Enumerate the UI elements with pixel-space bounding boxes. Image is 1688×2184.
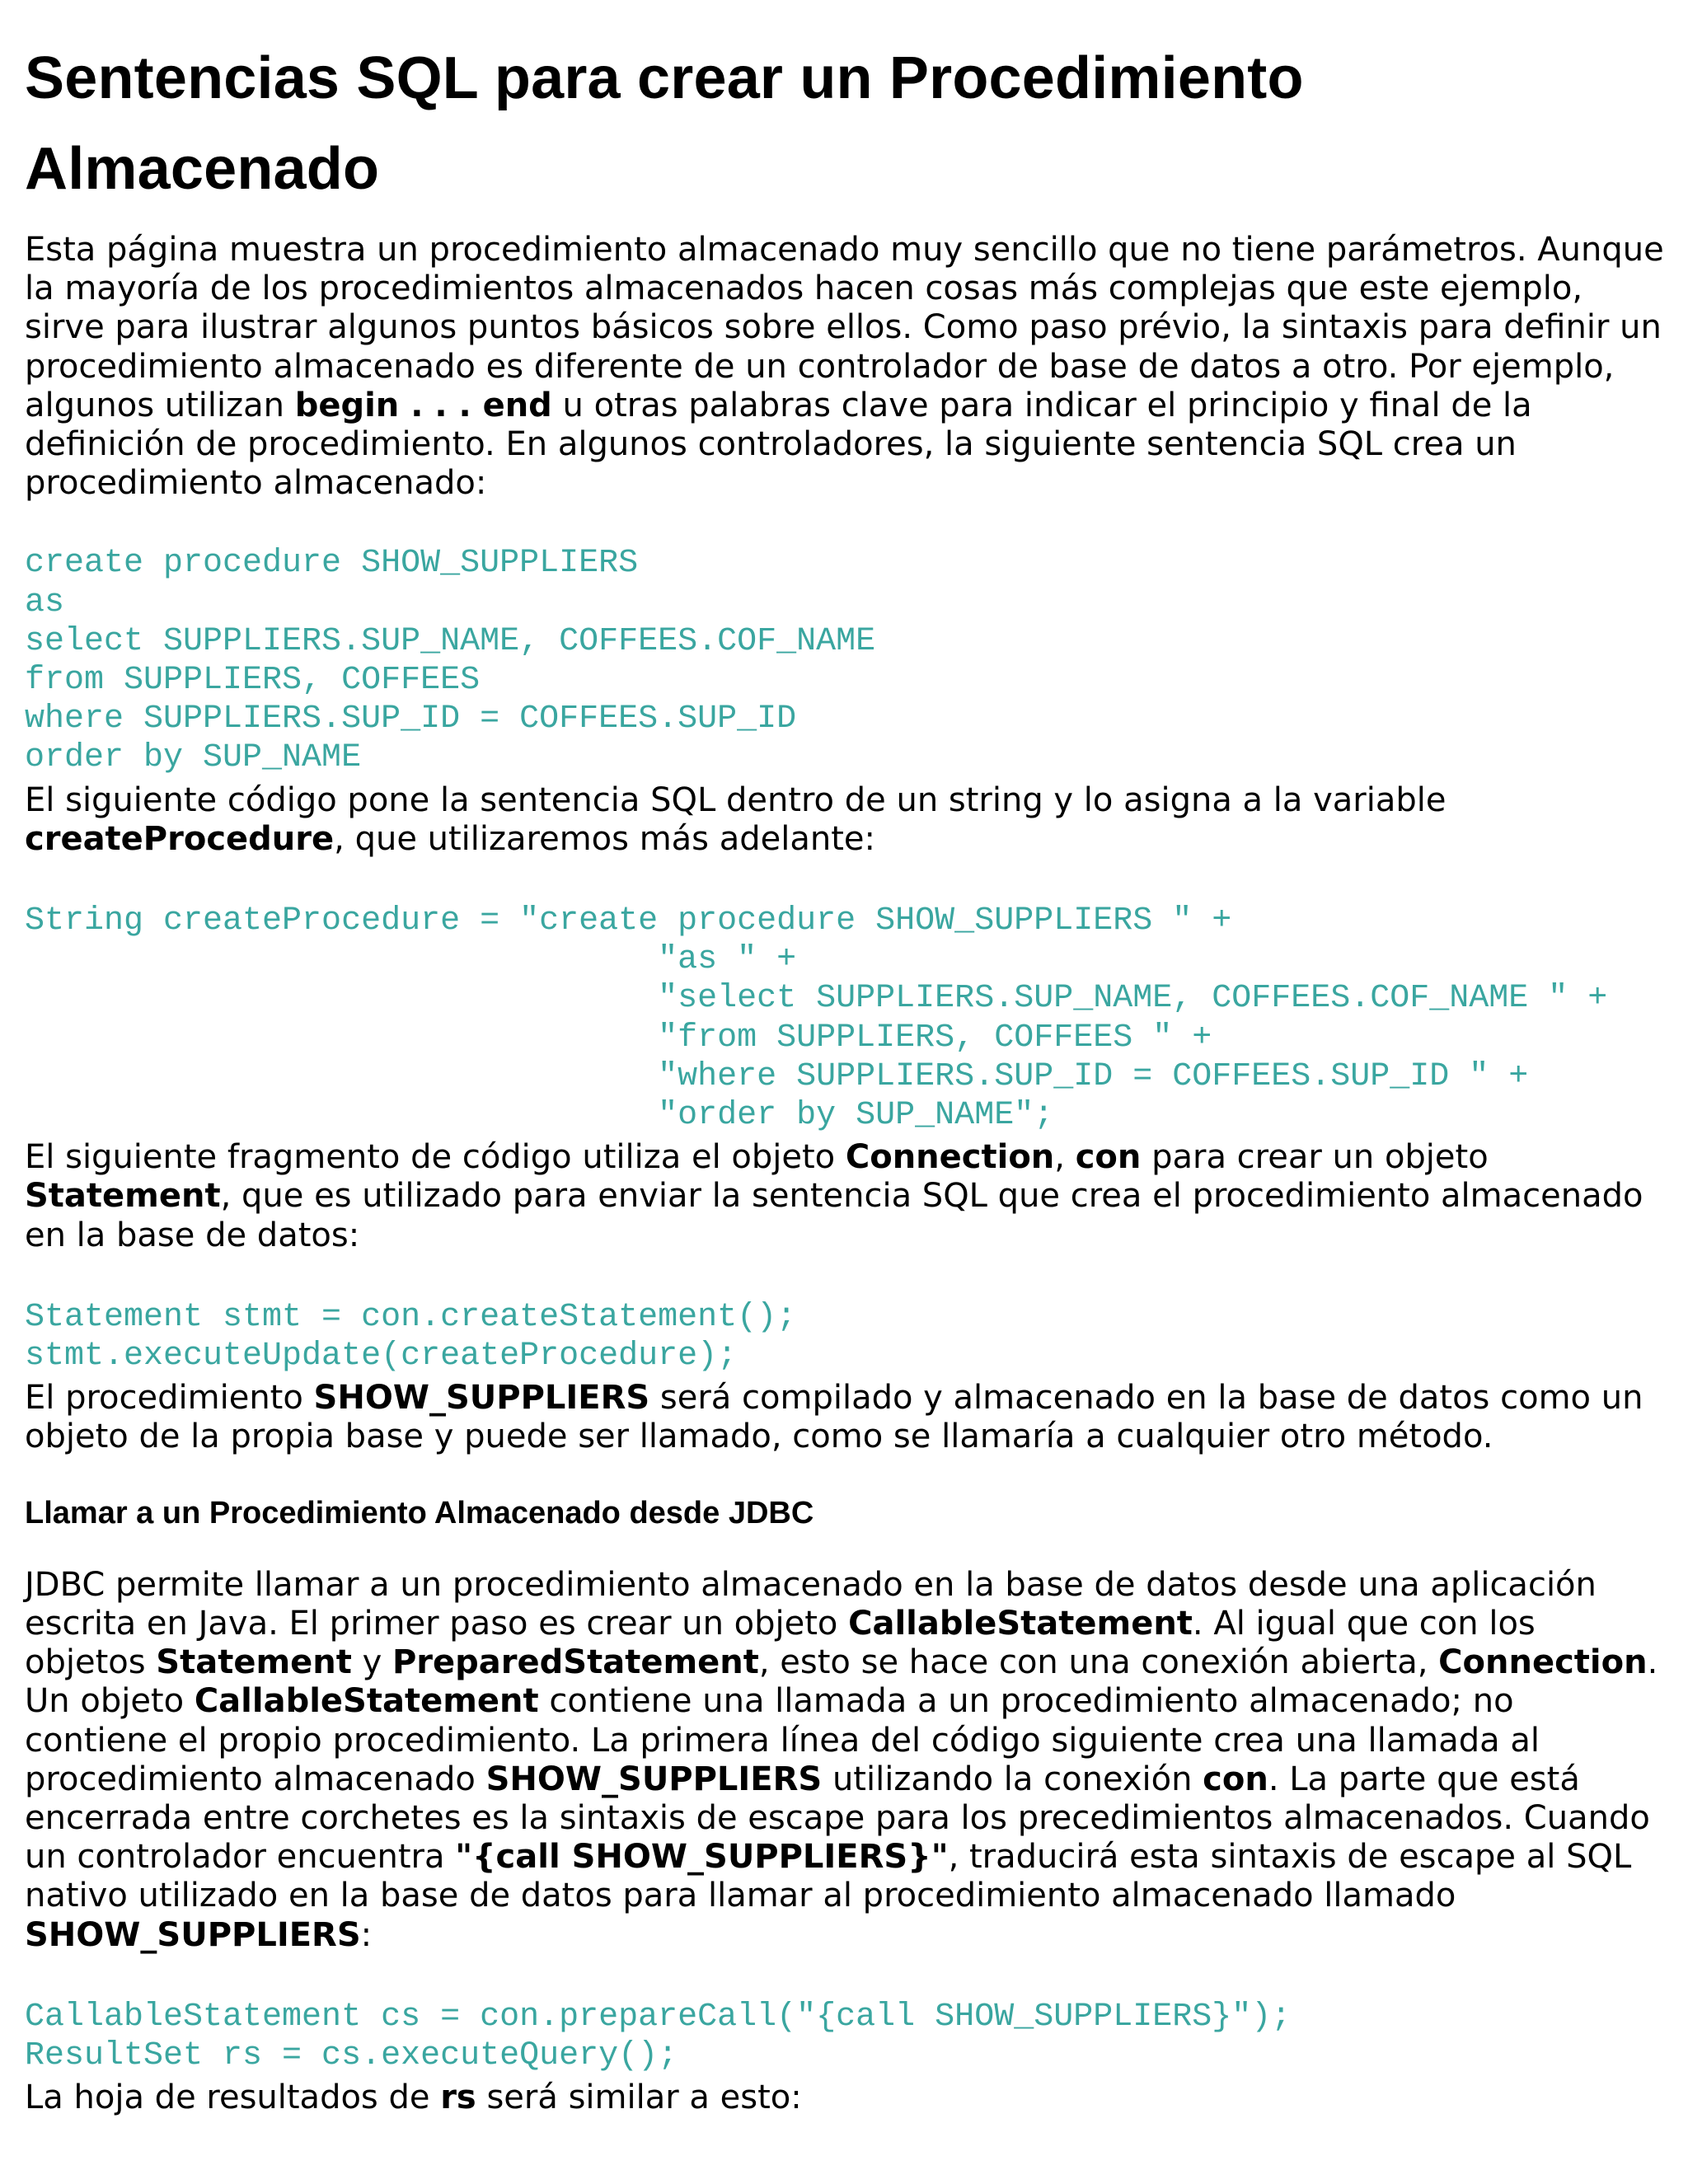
- p3-text-1: El siguiente fragmento de código utiliza el objeto: [25, 1138, 846, 1177]
- paragraph-show-suppliers: [25, 1379, 1665, 1456]
- p5-text-7: utilizando la conexión: [822, 1760, 1203, 1798]
- p6-text-2: será similar a esto:: [476, 2079, 802, 2117]
- section-heading: Llamar a un Procedimiento Almacenado desde JDBC: [25, 1495, 814, 1530]
- p5-bold-prepared-statement: PreparedStatement: [392, 1643, 759, 1682]
- p5-bold-call-escape: "{call SHOW_SUPPLIERS}": [455, 1838, 949, 1877]
- p3-bold-connection: Connection: [845, 1138, 1055, 1177]
- intro-keyword-begin-end: begin . . . end: [294, 386, 552, 424]
- intro-text-2: u otras palabras clave para indicar el principio y final de la definición de procedimiento. En algunos controladores, la siguiente sentencia SQL crea un procedimiento almacenado:: [25, 386, 1532, 503]
- p3-text-2: ,: [1054, 1138, 1076, 1177]
- p6-bold-rs: rs: [440, 2079, 476, 2117]
- intro-paragraph: [25, 231, 1665, 503]
- p5-bold-statement: Statement: [156, 1643, 352, 1682]
- p2-text-2: , que utilizaremos más adelante:: [334, 819, 875, 858]
- p5-text-10: :: [360, 1915, 373, 1954]
- p5-text-5: . Un objeto: [25, 1643, 1658, 1721]
- p5-bold-callable-statement-2: CallableStatement: [194, 1682, 539, 1721]
- p3-text-3: para crear un objeto: [1141, 1138, 1489, 1177]
- p6-text-1: La hoja de resultados de: [25, 2079, 441, 2117]
- p4-bold-show-suppliers: SHOW_SUPPLIERS: [313, 1379, 650, 1418]
- paragraph-jdbc: [25, 1566, 1665, 1955]
- paragraph-create-procedure-string: [25, 781, 1665, 859]
- p3-text-4: , que es utilizado para enviar la sentencia SQL que crea el procedimiento almacenado en la base de datos:: [25, 1177, 1643, 1254]
- paragraph-result-set: [25, 2079, 1665, 2117]
- code-block-callable: CallableStatement cs = con.prepareCall("{call SHOW_SUPPLIERS}"); ResultSet rs = cs.executeQuery();: [25, 1998, 1292, 2074]
- p5-bold-callable-statement: CallableStatement: [848, 1604, 1193, 1643]
- p5-bold-con: con: [1203, 1760, 1268, 1798]
- p4-text-2: será compilado y almacenado en la base de datos como un objeto de la propia base y puede ser llamado, como se llamaría a cualquier otro método.: [25, 1379, 1643, 1456]
- document-page: [25, 33, 1665, 2160]
- page-title: Sentencias SQL para crear un Procedimiento Almacenado: [25, 45, 1304, 202]
- p5-text-9: , traducirá esta sintaxis de escape al SQL nativo utilizado en la base de datos para llamar al procedimiento almacenado llamado: [25, 1838, 1632, 1915]
- p5-text-3: y: [351, 1643, 392, 1682]
- p5-text-6: contiene una llamada a un procedimiento almacenado; no contiene el propio procedimiento. La primera línea del código siguiente crea una llamada al procedimiento almacenado: [25, 1682, 1540, 1798]
- p5-bold-connection: Connection: [1438, 1643, 1648, 1682]
- p5-bold-show-suppliers: SHOW_SUPPLIERS: [485, 1760, 823, 1798]
- p3-bold-statement: Statement: [25, 1177, 221, 1216]
- p5-text-8: . La parte que está encerrada entre corchetes es la sintaxis de escape para los precedimientos almacenados. Cuando un controlador encuentra: [25, 1760, 1650, 1877]
- paragraph-statement: [25, 1138, 1665, 1255]
- code-block-sql: create procedure SHOW_SUPPLIERS as select SUPPLIERS.SUP_NAME, COFFEES.COF_NAME from SUPPLIERS, COFFEES where SUPPLIERS.SUP_ID = COFFEES.SUP_ID order by SUP_NAME: [25, 545, 876, 777]
- p3-bold-con: con: [1075, 1138, 1142, 1177]
- p5-text-4: , esto se hace con una conexión abierta,: [758, 1643, 1439, 1682]
- code-block-statement: Statement stmt = con.createStatement(); stmt.executeUpdate(createProcedure);: [25, 1298, 797, 1376]
- p4-text-1: El procedimiento: [25, 1379, 314, 1418]
- p2-text-1: El siguiente código pone la sentencia SQL dentro de un string y lo asigna a la variable: [25, 780, 1447, 819]
- intro-text-1: Esta página muestra un procedimiento almacenado muy sencillo que no tiene parámetros. Aunque la mayoría de los procedimientos almacenados hacen cosas más complejas que este ejemplo, sirve para ilustrar algunos puntos básicos sobre ellos. Como paso prévio, la sintaxis para definir un procedimiento almacenado es diferente de un controlador de base de datos a otro. Por ejemplo, algunos utilizan: [25, 231, 1664, 424]
- code-block-string: String createProcedure = "create procedure SHOW_SUPPLIERS " + "as " + "select SUPPLIERS.SUP_NAME, COFFEES.COF_NAME " + "from SUPPLIERS, COFFEES " + "where SUPPLIERS.SUP_ID = COFFEES.SUP_ID " + "order by SUP_NAME";: [25, 902, 1608, 1135]
- p5-text-1: JDBC permite llamar a un procedimiento almacenado en la base de datos desde una aplicación escrita en Java. El primer paso es crear un objeto: [25, 1565, 1597, 1643]
- p5-bold-show-suppliers-2: SHOW_SUPPLIERS: [25, 1915, 361, 1954]
- p5-text-2: . Al igual que con los objetos: [25, 1604, 1536, 1682]
- p2-bold-create-procedure: createProcedure: [25, 819, 335, 858]
